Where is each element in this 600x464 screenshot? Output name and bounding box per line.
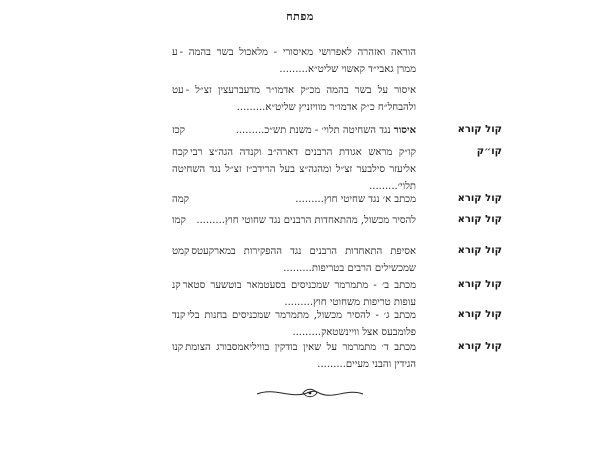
index-entry <box>172 122 416 139</box>
entry-text: מכתב א׳ נגד שחיטי חוץ <box>323 194 416 205</box>
index-entry <box>172 144 416 195</box>
entry-label: קול קורא <box>457 124 502 135</box>
index-entry <box>172 82 416 116</box>
page-reference: ע <box>172 47 178 58</box>
leader-dots: ......... <box>295 194 324 205</box>
index-entry <box>172 243 416 277</box>
entry-text: קו״ק מראש אגודת הרבנים דארה״ב וקנדה הגה״צ רבי אליעזר סילבער זצ״ל ומהגה״צ בעל הרידב״ז זצ״ל נגד השחיטה תלוי׳ <box>172 147 416 192</box>
page-reference: קכח <box>172 147 189 158</box>
entry-text: הוראה ואזהרה לאפרושי מאיסורי - מלאכול בשר בהמה - ממרן גאבי״ד קאשוי שליט״א <box>179 47 416 75</box>
entry-label: קול קורא <box>457 193 502 204</box>
entry-label: קול קורא <box>457 214 502 225</box>
page-reference: עט <box>172 85 184 96</box>
page-reference: קנו <box>172 342 184 353</box>
leader-dots: ......... <box>283 263 312 274</box>
leader-dots: ......... <box>284 297 314 308</box>
decorative-flourish <box>255 385 365 401</box>
leader-dots: ......... <box>369 181 398 192</box>
entry-text: נגד השחיטה תלוי׳ - משנת תש״כ <box>264 125 391 136</box>
entry-emphasis: איסור <box>393 125 416 136</box>
leader-dots: ......... <box>235 125 265 136</box>
page-reference: קנד <box>172 310 186 321</box>
entry-text: מכתב ג׳ - להסיר מכשול, מתמרמר שמכניסים בחנות בלי פלומבעס אצל וויינשטאק <box>187 310 416 338</box>
entry-label: קו״ק <box>476 146 502 157</box>
index-entry <box>172 44 416 78</box>
leader-dots: ......... <box>196 215 225 226</box>
page-title: מפתח <box>286 10 314 23</box>
entry-text: איסור על בשר בהמה מכ״ק אדמו״ר מדעברעצין זצ״ל - ולהבחל״ח כ״ק אדמו״ר מוויזניץ שליט״א <box>185 85 416 113</box>
entry-label: קול קורא <box>457 245 502 256</box>
index-entry <box>172 339 416 373</box>
page-reference: קמה <box>172 194 190 205</box>
entry-label: קול קורא <box>457 309 502 320</box>
entry-text: מכתב ב׳ - מתמרמר שמכניסים בסעטמאר בוטשער סטאר עופות טריפות משחוטי חוץ <box>182 280 416 308</box>
entry-text: מכתב ד׳ מתמרמר על שאין בודקין בוויליאמסבורג הצומת הגידין והבני מעיים <box>185 342 416 370</box>
entry-text: להסיר מכשול, מהתאחדות הרבנים נגד שחוטי חוץ <box>224 215 416 226</box>
entry-text: אסיפת התאחדות הרבנים נגד ההפקירות במארקעטס שמכשילים הרבים בטריפות <box>191 246 416 274</box>
leader-dots: ......... <box>236 102 266 113</box>
entry-label: קול קורא <box>457 279 502 290</box>
page-reference: קכז <box>172 125 186 136</box>
leader-dots: ......... <box>292 327 322 338</box>
index-entry <box>172 212 416 229</box>
page-reference: קנ <box>172 280 181 291</box>
index-entry <box>172 191 416 208</box>
entry-label: קול קורא <box>457 341 502 352</box>
page-reference: קמט <box>172 246 190 257</box>
leader-dots: ......... <box>279 64 308 75</box>
index-entry <box>172 277 416 311</box>
index-entry <box>172 307 416 341</box>
leader-dots: ......... <box>317 359 346 370</box>
page-reference: קמו <box>172 215 186 226</box>
